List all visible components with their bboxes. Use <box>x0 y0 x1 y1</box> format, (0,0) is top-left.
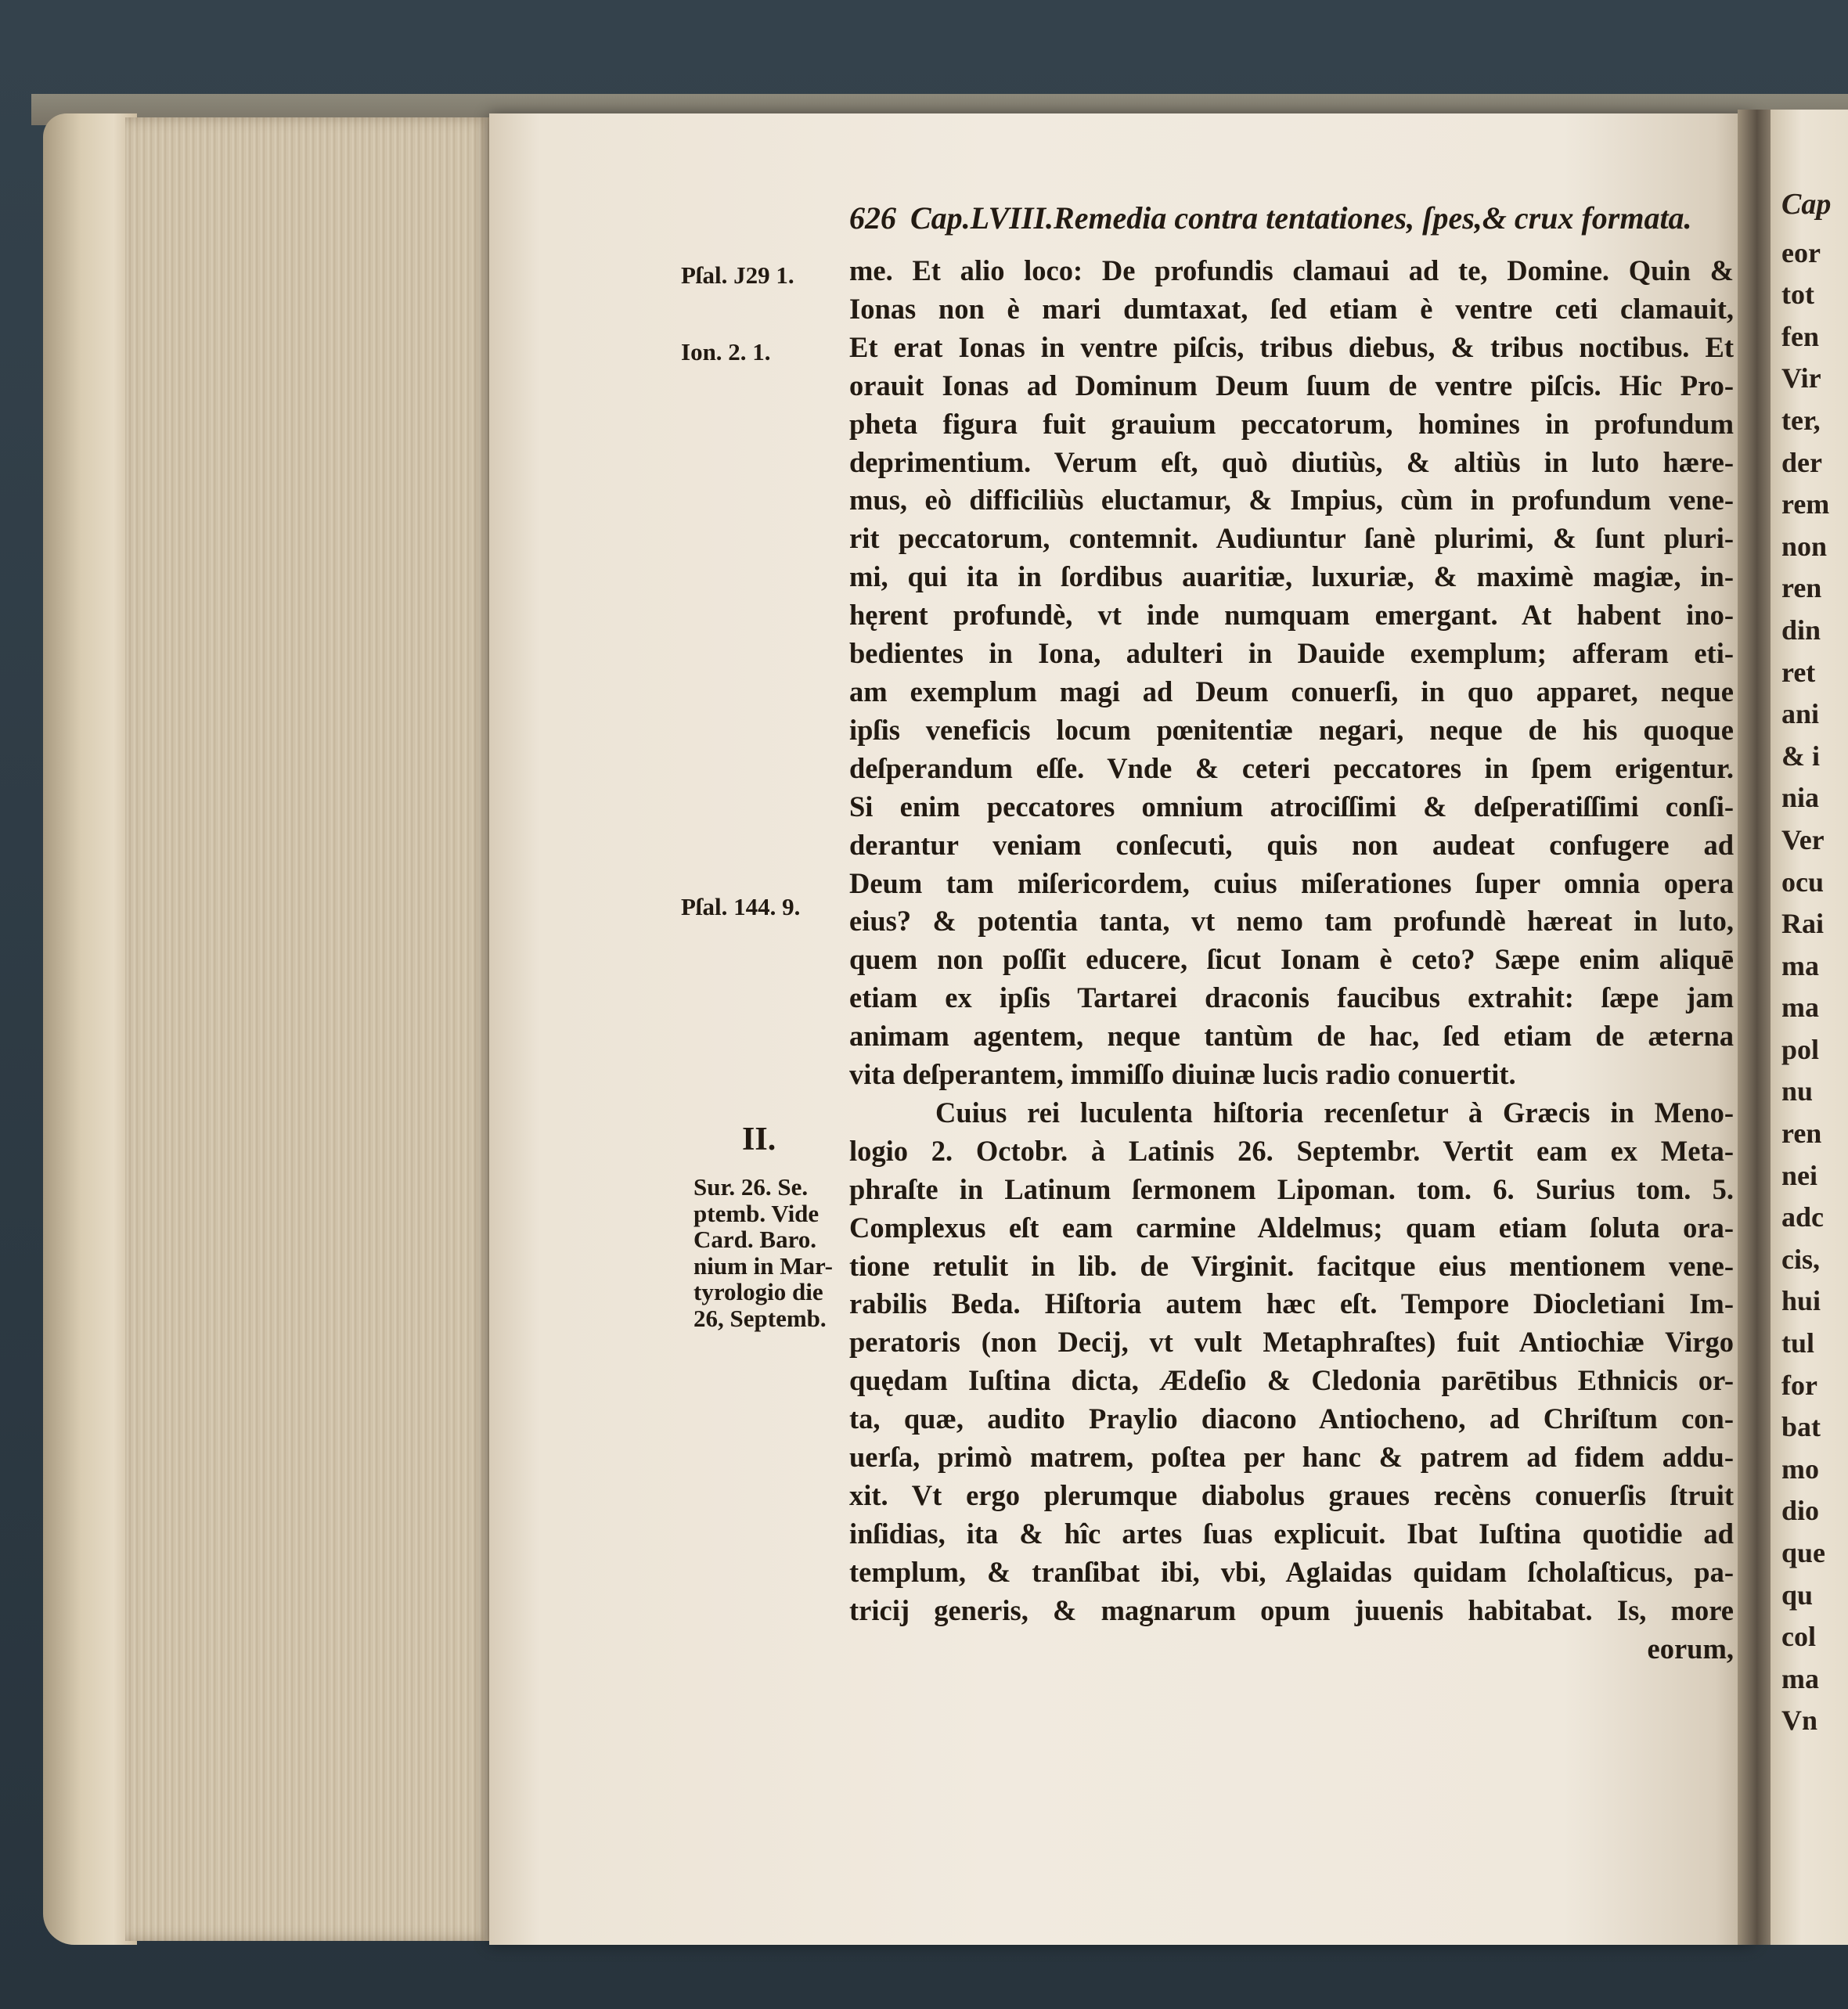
text-line: mi, qui ita in ſordibus auaritiæ, luxuriæ, & maximè magiæ, in- <box>849 560 1734 593</box>
facing-page-line: nei <box>1781 1159 1818 1191</box>
facing-page-line: Vn <box>1781 1705 1818 1737</box>
facing-page-line: ma <box>1781 1662 1819 1694</box>
facing-page-line: tot <box>1781 279 1814 311</box>
text-line: ta, quæ, audito Praylio diacono Antiocheno, ad Chriſtum con- <box>849 1402 1734 1435</box>
facing-page-line: ocu <box>1781 866 1824 898</box>
text-line: derantur veniam conſecuti, quis non audeat confugere ad <box>849 828 1734 861</box>
text-line: am exemplum magi ad Deum conuerſi, in quo apparet, neque <box>849 675 1734 707</box>
facing-page-line: hui <box>1781 1285 1821 1317</box>
facing-page-line: dio <box>1781 1495 1820 1527</box>
running-head <box>849 200 1734 236</box>
facing-page-line: pol <box>1781 1033 1820 1065</box>
text-line: quem non poſſit educere, ſicut Ionam è ceto? Sæpe enim aliquē <box>849 943 1734 976</box>
text-line: etiam ex ipſis Tartarei draconis faucibus extrahit: ſæpe jam <box>849 981 1734 1014</box>
page-number: 626 <box>849 200 896 236</box>
margin-note-psalm-144: Pſal. 144. 9. <box>681 893 801 920</box>
facing-page-head: Cap <box>1781 188 1832 221</box>
text-line: templum, & tranſibat ibi, vbi, Aglaidas quidam ſcholaſticus, pa- <box>849 1555 1734 1588</box>
text-line: mus, eò difficiliùs eluctamur, & Impius, cùm in profundum vene- <box>849 484 1734 517</box>
margin-note-line: tyrologio die <box>693 1278 823 1305</box>
facing-page-line: nia <box>1781 782 1820 814</box>
text-line: Ionas non è mari dumtaxat, ſed etiam è ventre ceti clamauit, <box>849 292 1734 325</box>
facing-page-line: bat <box>1781 1411 1821 1443</box>
facing-page-line: rem <box>1781 488 1830 520</box>
facing-page-line: din <box>1781 614 1821 646</box>
text-line: animam agentem, neque tantùm de hac, ſed etiam de æterna <box>849 1020 1734 1053</box>
facing-page-line: ani <box>1781 698 1820 730</box>
facing-page-line: ma <box>1781 949 1819 981</box>
facing-page-line: & i <box>1781 740 1820 772</box>
facing-page-line: der <box>1781 446 1822 478</box>
text-line: Et erat Ionas in ventre piſcis, tribus diebus, & tribus noctibus. Et <box>849 330 1734 363</box>
facing-page-line: ter, <box>1781 404 1821 436</box>
facing-page-line: mo <box>1781 1453 1819 1485</box>
facing-page <box>1771 110 1848 1945</box>
facing-page-line: eor <box>1781 236 1821 268</box>
facing-page-line: Rai <box>1781 908 1824 940</box>
facing-page-line: cis, <box>1781 1243 1820 1275</box>
margin-note-line: 26, Septemb. <box>693 1304 827 1332</box>
facing-page-line: ma <box>1781 992 1819 1024</box>
facing-page-line: non <box>1781 530 1828 562</box>
facing-page-line: ren <box>1781 572 1822 604</box>
text-line: Si enim peccatores omnium atrociſſimi & deſperatiſſimi conſi- <box>849 790 1734 823</box>
catchword: eorum, <box>1647 1632 1734 1665</box>
facing-page-line: adc <box>1781 1201 1824 1233</box>
facing-page-line: que <box>1781 1537 1826 1568</box>
margin-note-jonah: Ion. 2. 1. <box>681 338 771 365</box>
text-line: quędam Iuſtina dicta, Ædeſio & Cledonia parētibus Ethnicis or- <box>849 1364 1734 1397</box>
text-line: uerſa, primò matrem, poſtea per hanc & patrem ad fidem addu- <box>849 1441 1734 1474</box>
text-line: me. Et alio loco: De profundis clamaui ad te, Domine. Quin & <box>849 254 1734 286</box>
text-line: hęrent profundè, vt inde numquam emergant. At habent ino- <box>849 599 1734 632</box>
text-line: Cuius rei luculenta hiſtoria recenſetur à Græcis in Meno- <box>935 1096 1734 1129</box>
text-line: deprimentium. Verum eſt, quò diutiùs, & altiùs in luto hære- <box>849 445 1734 478</box>
running-title: Cap.LVIII.Remedia contra tentationes, ſpes,& crux formata. <box>910 200 1692 236</box>
margin-note-line: ptemb. Vide <box>693 1199 820 1227</box>
facing-page-lines <box>1771 232 1848 1742</box>
text-line: eius? & potentia tanta, vt nemo tam profundè hæreat in luto, <box>849 905 1734 938</box>
text-line: tione retulit in lib. de Virginit. facitque eius mentionem vene- <box>849 1249 1734 1282</box>
section-number: II. <box>742 1122 776 1158</box>
facing-page-line: Ver <box>1781 823 1825 855</box>
facing-page-line: col <box>1781 1621 1816 1653</box>
facing-page-line: Vir <box>1781 362 1821 394</box>
margin-note-line: Sur. 26. Se. <box>693 1173 809 1201</box>
margin-note-psalm-129: Pſal. J29 1. <box>681 261 794 289</box>
facing-page-line: ren <box>1781 1118 1822 1150</box>
facing-page-line: nu <box>1781 1075 1814 1107</box>
margin-note-line: Card. Baro. <box>693 1226 817 1253</box>
text-line: Complexus eſt eam carmine Aldelmus; quam etiam ſoluta ora- <box>849 1211 1734 1244</box>
text-line: vita deſperantem, immiſſo diuinæ lucis radio conuertit. <box>849 1058 1516 1091</box>
facing-page-line: ret <box>1781 656 1816 688</box>
margin-note-line: nium in Mar- <box>693 1251 833 1280</box>
text-line: inſidias, ita & hîc artes ſuas explicuit. Ibat Iuſtina quotidie ad <box>849 1517 1734 1550</box>
book-gutter <box>1738 110 1773 1945</box>
text-line: xit. Vt ergo plerumque diabolus graues recèns conuerſis ſtruit <box>849 1479 1734 1511</box>
facing-page-line: fen <box>1781 320 1819 352</box>
text-line: ipſis veneficis locum pœnitentiæ negari, neque de his quoque <box>849 713 1734 746</box>
text-line: pheta figura fuit grauium peccatorum, homines in profundum <box>849 407 1734 440</box>
text-line: peratoris (non Decij, vt vult Metaphraſtes) fuit Antiochiæ Virgo <box>849 1326 1734 1359</box>
text-line: Deum tam miſericordem, cuius miſerationes ſuper omnia opera <box>849 866 1734 899</box>
text-line: orauit Ionas ad Dominum Deum ſuum de ventre piſcis. Hic Pro- <box>849 369 1734 401</box>
text-line: rit peccatorum, contemnit. Audiuntur ſanè plurimi, & ſunt pluri- <box>849 522 1734 555</box>
book-cover-spine <box>43 113 137 1945</box>
body-text <box>849 252 1734 1669</box>
text-line: rabilis Beda. Hiſtoria autem hæc eſt. Tempore Diocletiani Im- <box>849 1287 1734 1320</box>
text-line: deſperandum eſſe. Vnde & ceteri peccatores in ſpem erigentur. <box>849 751 1734 784</box>
text-line: logio 2. Octobr. à Latinis 26. Septembr. Vertit eam ex Meta- <box>849 1134 1734 1167</box>
facing-page-line: tul <box>1781 1327 1815 1359</box>
facing-page-line: qu <box>1781 1579 1814 1611</box>
text-line: phraſte in Latinum ſermonem Lipoman. tom. 6. Surius tom. 5. <box>849 1172 1734 1205</box>
text-line: tricij generis, & magnarum opum juuenis habitabat. Is, more <box>849 1593 1734 1626</box>
facing-page-line: for <box>1781 1369 1817 1401</box>
margin-note-surius <box>693 1174 833 1331</box>
text-line: bedientes in Iona, adulteri in Dauide exemplum; afferam eti- <box>849 637 1734 670</box>
page-block-edges <box>125 117 493 1941</box>
